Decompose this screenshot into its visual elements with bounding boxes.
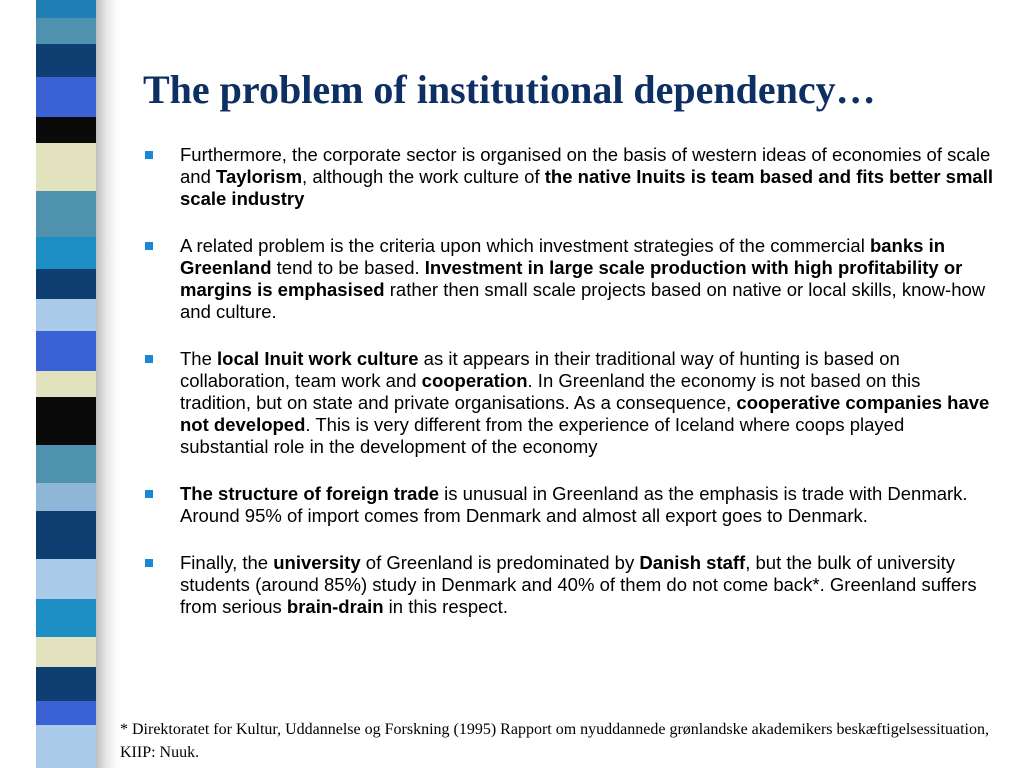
text-run: rather then small scale projects based on native or local skills, know-how and culture. <box>180 279 986 322</box>
bullet-text <box>180 348 989 457</box>
stripe-block <box>36 599 96 637</box>
stripe-margin <box>0 0 36 768</box>
stripe-block <box>36 44 96 77</box>
square-bullet-icon <box>145 355 153 363</box>
stripe-block <box>36 483 96 511</box>
text-run: Furthermore, the corporate sector is organised on the basis of western ideas of economies of scale and <box>180 144 991 187</box>
stripe-block <box>36 331 96 371</box>
stripe-blocks <box>36 0 96 768</box>
bold-text-run: The structure of foreign trade <box>180 483 440 504</box>
text-run: as it appears in their traditional way of hunting is based on collaboration, team work and <box>180 348 900 391</box>
stripe-block <box>36 237 96 269</box>
text-run: in this respect. <box>383 596 508 617</box>
stripe-block <box>36 667 96 701</box>
text-run: A related problem is the criteria upon which investment strategies of the commercial <box>180 235 870 256</box>
bold-text-run: cooperative companies have not developed <box>180 392 990 435</box>
bold-text-run: local Inuit work culture <box>217 348 419 369</box>
bullet-text <box>180 552 977 617</box>
stripe-block <box>36 269 96 299</box>
stripe-block <box>36 445 96 483</box>
stripe-block <box>36 397 96 445</box>
bold-text-run: Investment in large scale production with high profitability or margins is emphasised <box>180 257 963 300</box>
bullet-item <box>145 483 995 527</box>
stripe-block <box>36 371 96 397</box>
bullet-text <box>180 235 985 322</box>
bullet-item <box>145 144 995 210</box>
text-run: The <box>180 348 218 369</box>
bullet-item <box>145 552 995 618</box>
bullet-item <box>145 235 995 323</box>
stripe-block <box>36 117 96 143</box>
stripe-block <box>36 701 96 725</box>
text-run: of Greenland is predominated by <box>360 552 640 573</box>
bold-text-run: cooperation <box>421 370 528 391</box>
bullet-list <box>145 144 995 643</box>
text-run: . This is very different from the experience of Iceland where coops played substantial role in the development of the economy <box>180 414 905 457</box>
bold-text-run: banks in Greenland <box>180 235 946 278</box>
bullet-item <box>145 348 995 458</box>
bold-text-run: Danish staff <box>639 552 746 573</box>
square-bullet-icon <box>145 490 153 498</box>
square-bullet-icon <box>145 242 153 250</box>
slide-title: The problem of institutional dependency… <box>143 67 876 112</box>
stripe-block <box>36 77 96 117</box>
square-bullet-icon <box>145 151 153 159</box>
stripe-block <box>36 191 96 237</box>
text-run: , although the work culture of <box>302 166 545 187</box>
square-bullet-icon <box>145 559 153 567</box>
text-run: . In Greenland the economy is not based on this tradition, but on state and private organisations. As a consequence, <box>180 370 921 413</box>
stripe-block <box>36 559 96 599</box>
text-run: tend to be based. <box>271 257 425 278</box>
bold-text-run: university <box>273 552 361 573</box>
stripe-block <box>36 0 96 18</box>
stripe-shadow <box>96 0 118 768</box>
decorative-stripe <box>0 0 118 768</box>
footnote: * Direktoratet for Kultur, Uddannelse og Forskning (1995) Rapport om nyuddannede grønlandske akademikers beskæftigelsessituation, KIIP: Nuuk. <box>120 721 989 761</box>
stripe-block <box>36 637 96 667</box>
text-run: is unusual in Greenland as the emphasis is trade with Denmark. Around 95% of import comes from Denmark and almost all export goes to Denmark. <box>180 483 968 526</box>
stripe-block <box>36 725 96 768</box>
stripe-block <box>36 18 96 44</box>
bullet-text <box>180 483 968 526</box>
text-run: , but the bulk of university students (around 85%) study in Denmark and 40% of them do not come back*. Greenland suffers from serious <box>180 552 977 617</box>
stripe-block <box>36 511 96 559</box>
stripe-block <box>36 299 96 331</box>
stripe-block <box>36 143 96 191</box>
bold-text-run: brain-drain <box>286 596 384 617</box>
bullet-text <box>180 144 993 209</box>
bold-text-run: the native Inuits is team based and fits better small scale industry <box>180 166 993 209</box>
bold-text-run: Taylorism <box>216 166 303 187</box>
text-run: Finally, the <box>180 552 274 573</box>
